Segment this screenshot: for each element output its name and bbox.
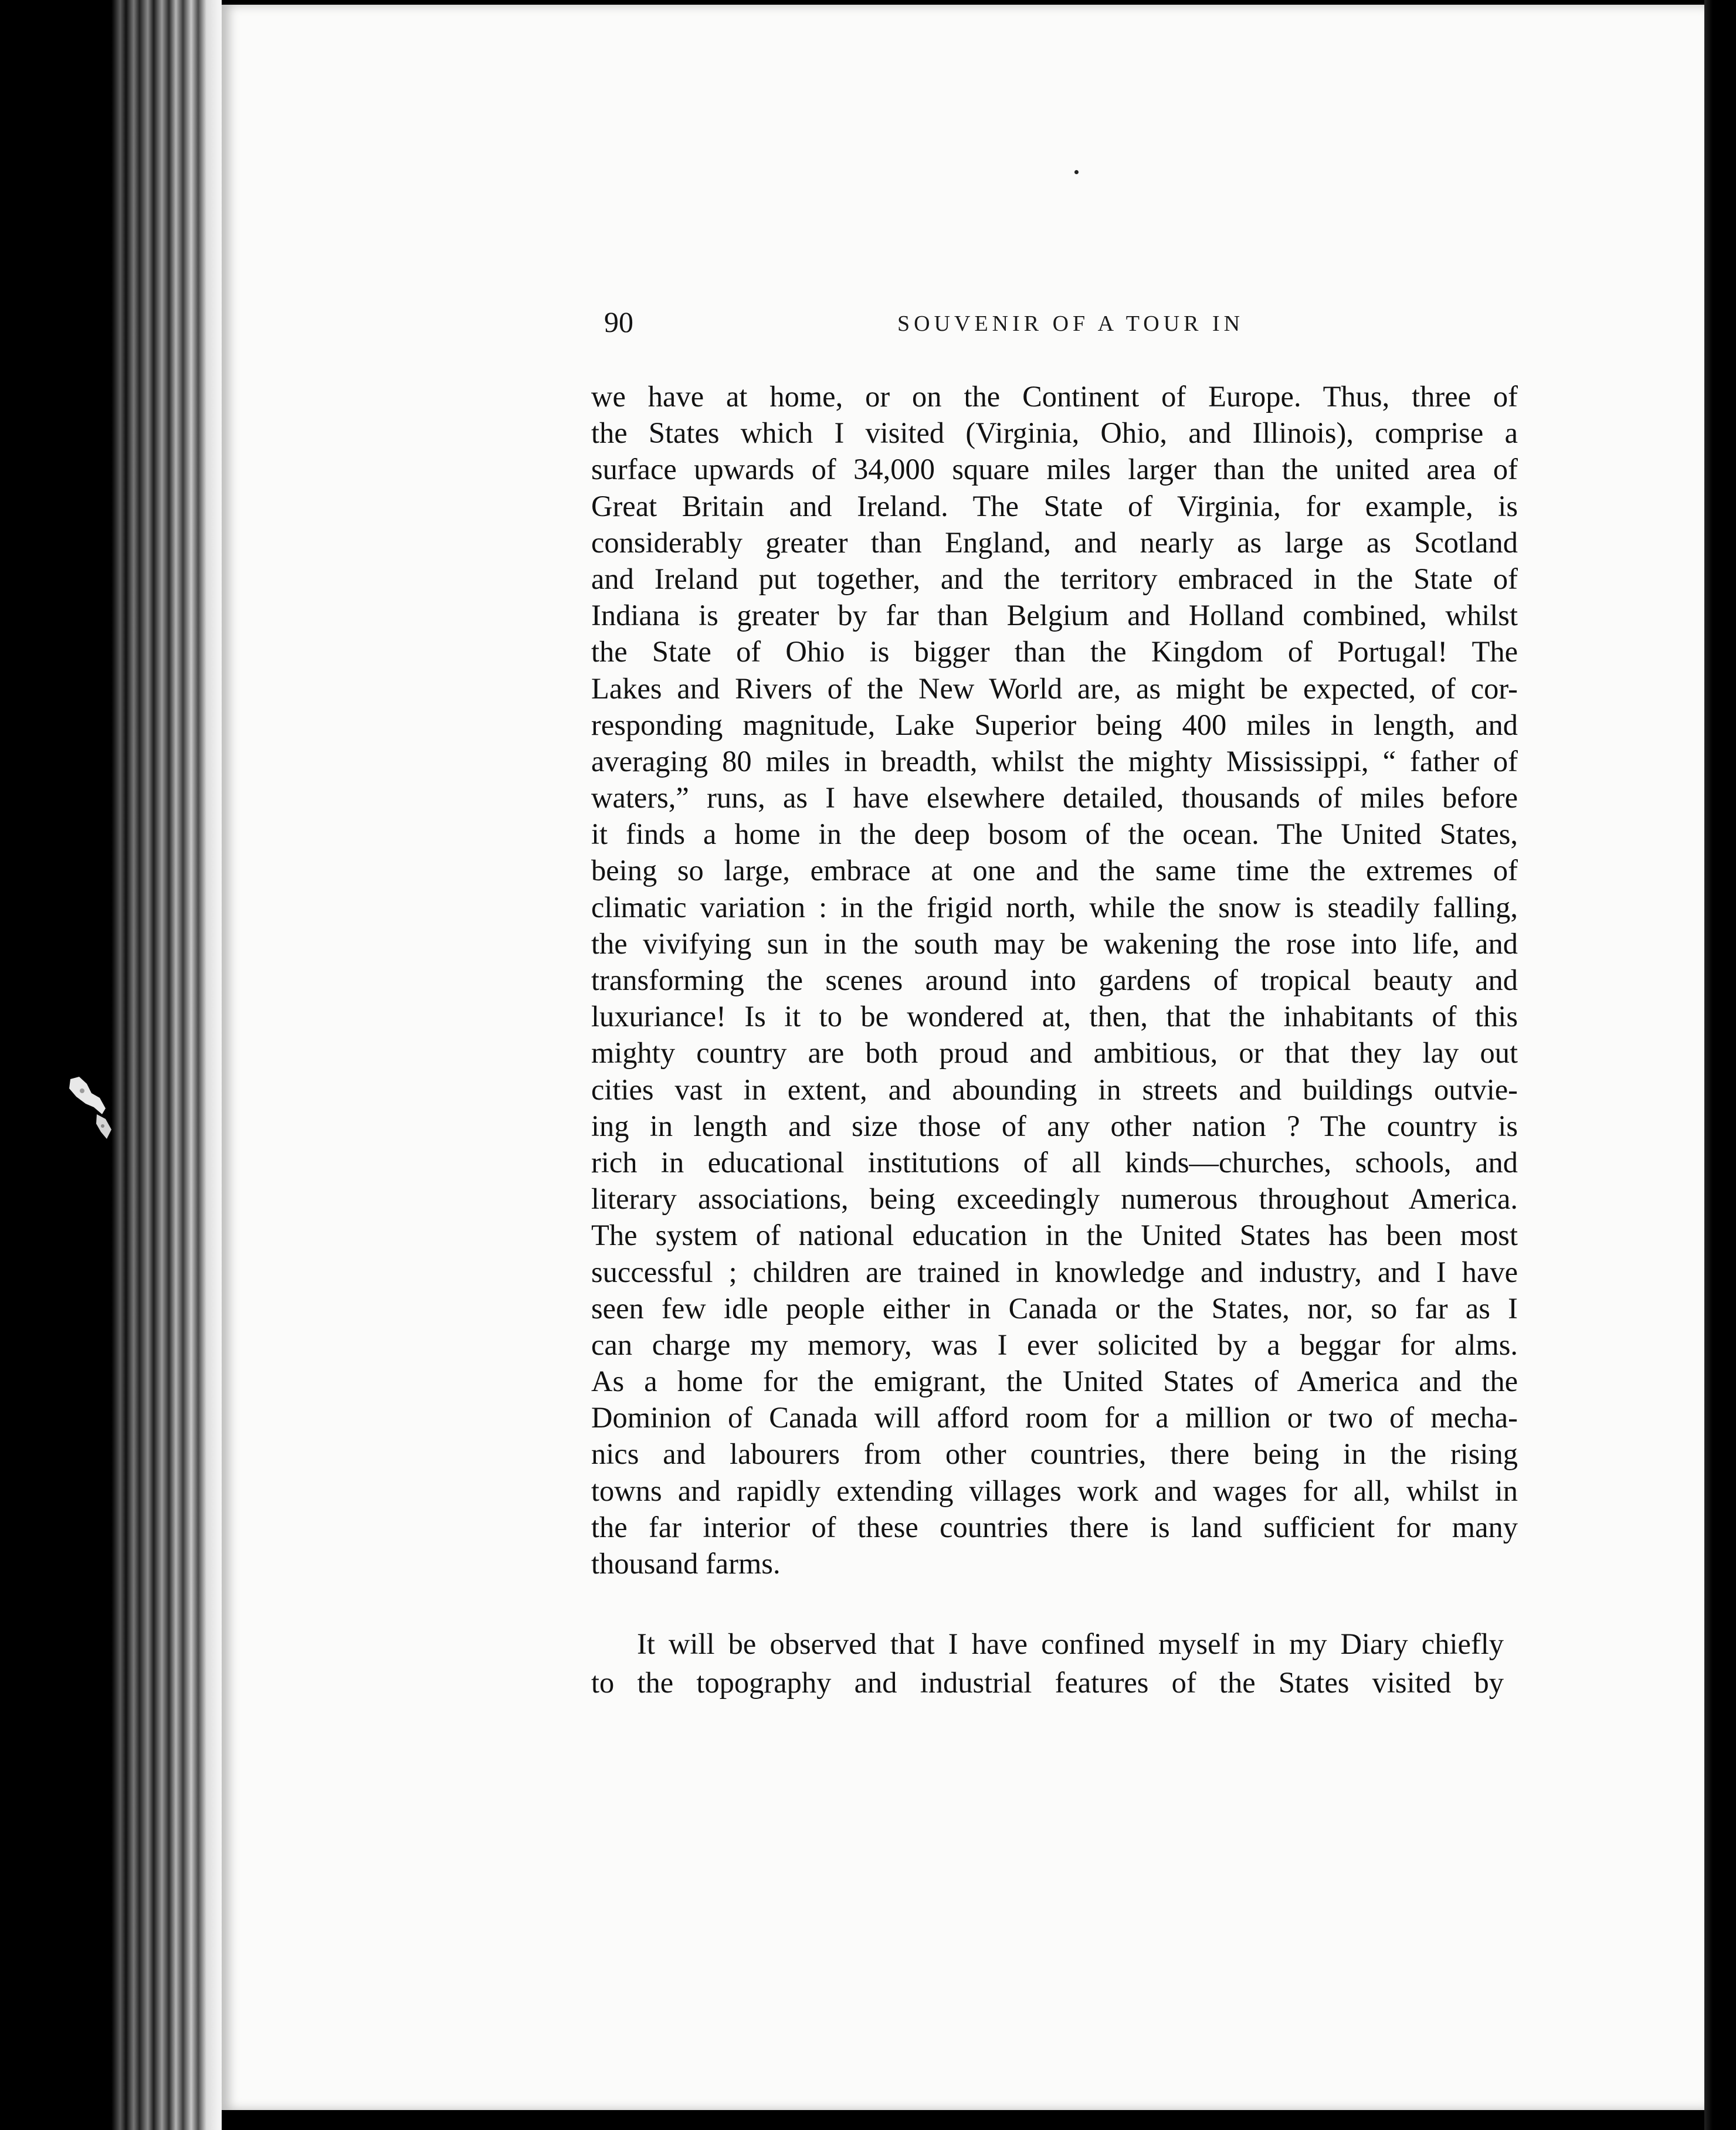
text-line: Indiana is greater by far than Belgium and Holland combined, whilst (591, 599, 1518, 632)
text-line: climatic variation : in the frigid north, while the snow is steadily falling, (591, 890, 1518, 924)
text-line: The system of national education in the United States has been most (591, 1219, 1518, 1252)
book-page-edges (0, 0, 229, 2130)
body-paragraph-1 (591, 378, 1518, 1582)
text-line: the State of Ohio is bigger than the Kingdom of Portugal! The (591, 635, 1518, 669)
text-line: literary associations, being exceedingly numerous throughout America. (591, 1182, 1518, 1216)
text-line: the far interior of these countries there is land sufficient for many (591, 1510, 1518, 1544)
text-line: transforming the scenes around into gardens of tropical beauty and (591, 964, 1518, 996)
paper-damage-specks (65, 1073, 117, 1144)
text-line: considerably greater than England, and nearly as large as Scotland (591, 525, 1518, 559)
text-line: successful ; children are trained in knowledge and industry, and I have (591, 1255, 1518, 1288)
running-head-title: SOUVENIR OF A TOUR IN (897, 311, 1245, 336)
text-line: Great Britain and Ireland. The State of Virginia, for example, is (591, 489, 1518, 523)
text-line: to the topography and industrial features of the States visited by (591, 1666, 1504, 1699)
text-line: the States which I visited (Virginia, Ohio, and Illinois), comprise a (591, 416, 1518, 450)
text-line: the vivifying sun in the south may be wakening the rose into life, and (591, 927, 1518, 960)
text-line: being so large, embrace at one and the same time the extremes of (591, 854, 1518, 887)
text-line: cities vast in extent, and abounding in streets and buildings outvie- (591, 1073, 1518, 1106)
text-line: mighty country are both proud and ambitious, or that they lay out (591, 1036, 1518, 1070)
text-line: nics and labourers from other countries, there being in the rising (591, 1437, 1518, 1471)
page-number: 90 (604, 306, 633, 338)
text-line: can charge my memory, was I ever solicited by a beggar for alms. (591, 1328, 1518, 1361)
text-line: averaging 80 miles in breadth, whilst the mighty Mississippi, “ father of (591, 744, 1518, 778)
text-line: luxuriance! Is it to be wondered at, then, that the inhabitants of this (591, 1000, 1518, 1033)
text-line: we have at home, or on the Continent of Europe. Thus, three of (591, 380, 1518, 413)
text-line: waters,” runs, as I have elsewhere detailed, thousands of miles before (591, 781, 1518, 815)
text-line: responding magnitude, Lake Superior being 400 miles in length, and (591, 708, 1518, 741)
scan-border-right (1704, 0, 1736, 2130)
text-line: Dominion of Canada will afford room for a million or two of mecha- (591, 1401, 1518, 1434)
ink-speck (1074, 170, 1079, 174)
text-line: it finds a home in the deep bosom of the ocean. The United States, (591, 818, 1518, 851)
text-line: thousand farms. (591, 1547, 781, 1580)
text-line: It will be observed that I have confined myself in my Diary chiefly (637, 1627, 1504, 1660)
body-paragraph-2 (591, 1624, 1504, 1702)
scan-border-bottom (222, 2110, 1704, 2130)
text-line: rich in educational institutions of all kinds—churches, schools, and (591, 1145, 1518, 1179)
text-line: and Ireland put together, and the territory embraced in the State of (591, 562, 1518, 595)
text-line: As a home for the emigrant, the United States of America and the (591, 1365, 1518, 1398)
text-line: towns and rapidly extending villages work and wages for all, whilst in (591, 1474, 1518, 1507)
text-line: Lakes and Rivers of the New World are, as might be expected, of cor- (591, 671, 1518, 705)
text-line: surface upwards of 34,000 square miles larger than the united area of (591, 453, 1518, 486)
text-line: ing in length and size those of any other nation ? The country is (591, 1109, 1518, 1142)
text-line: seen few idle people either in Canada or the States, nor, so far as I (591, 1291, 1518, 1325)
running-head (604, 305, 1519, 352)
